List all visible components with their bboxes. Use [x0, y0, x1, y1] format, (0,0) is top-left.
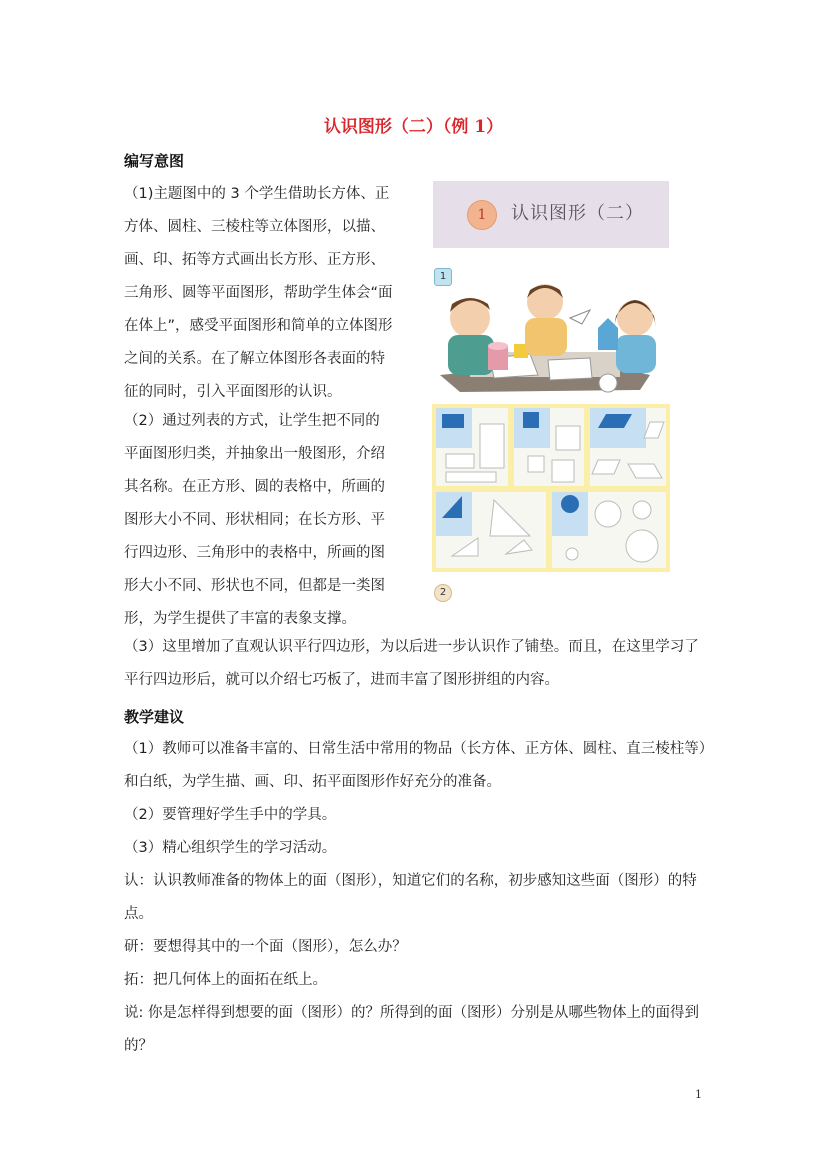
suggestion-item: 拓：把几何体上的面拓在纸上。	[124, 972, 327, 988]
textbook-figure	[430, 180, 670, 604]
section-heading-intent: 编写意图	[124, 152, 185, 170]
suggestion-item: 认：认识教师准备的物体上的面（图形），知道它们的名称，初步感知这些面（图形）的特点。	[124, 873, 697, 922]
unit-number-badge: 1	[467, 200, 497, 230]
suggestion-item: （1）教师可以准备丰富的、日常生活中常用的物品（长方体、正方体、圆柱、直三棱柱等）和白纸，为学生描、画、印、拓平面图形作好充分的准备。	[124, 741, 706, 790]
suggestions-list	[124, 733, 709, 1063]
paragraph-intent-2: （2）通过列表的方式，让学生把不同的平面图形归类，并抽象出一般图形，介绍其名称。在正方形、圆的表格中，所画的图形大小不同、形状相同；在长方形、平行四边形、三角形中的表格中，所画的图形大小不同、形状也不同，但都是一类图形，为学生提供了丰富的表象支撑。	[124, 413, 385, 627]
page-title: 认识图形（二）（例 1）	[323, 117, 504, 137]
suggestion-item: （2）要管理好学生手中的学具。	[124, 807, 337, 823]
suggestion-item: 研：要想得其中的一个面（图形），怎么办？	[124, 939, 407, 955]
students-illustration	[430, 280, 670, 405]
example-badge-1: 1	[434, 268, 452, 286]
paragraph-intent-1: （1)主题图中的 3 个学生借助长方体、正方体、圆柱、三棱柱等立体图形，以描、画、印、拓等方式画出长方形、正方形、三角形、圆等平面图形，帮助学生体会“面在体上”，感受平面图形和简单的立体图形之间的关系。在了解立体图形各表面的特征的同时，引入平面图形的认识。	[124, 186, 393, 400]
unit-banner	[433, 181, 669, 248]
suggestion-item: （3）精心组织学生的学习活动。	[124, 840, 337, 856]
page-number: 1	[695, 1088, 702, 1101]
unit-banner-title: 认识图形（二）	[511, 203, 644, 224]
suggestion-item: 说: 你是怎样得到想要的面（图形）的？所得到的面（图形）分别是从哪些物体上的面得到的？	[124, 1005, 699, 1054]
section-heading-suggestions: 教学建议	[124, 708, 185, 726]
paragraph-intent-3: （3）这里增加了直观认识平行四边形，为以后进一步认识作了铺垫。而且，在这里学习了平行四边形后，就可以介绍七巧板了，进而丰富了图形拼组的内容。	[124, 639, 699, 688]
example-badge-2: 2	[434, 584, 452, 602]
shape-classification-table	[432, 404, 672, 572]
